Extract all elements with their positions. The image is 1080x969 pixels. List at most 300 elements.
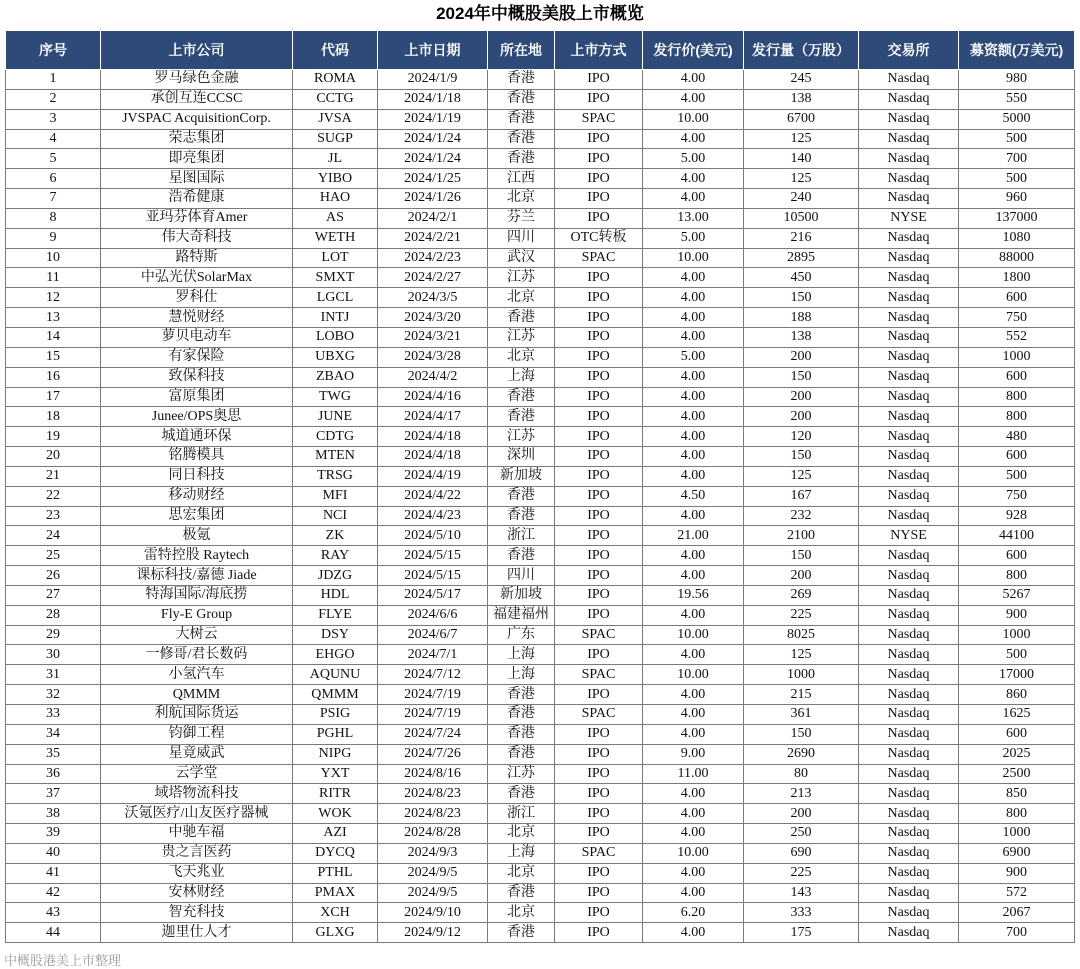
table-cell: 150 (744, 546, 859, 566)
table-cell: 江苏 (488, 427, 555, 447)
table-cell: 1080 (959, 228, 1075, 248)
table-cell: Junee/OPS奥思 (101, 407, 293, 427)
table-cell: 4.00 (643, 605, 744, 625)
table-cell: 4.00 (643, 288, 744, 308)
table-cell: 4.00 (643, 129, 744, 149)
table-cell: IPO (555, 546, 643, 566)
table-cell: NYSE (859, 208, 959, 228)
table-row (6, 327, 1075, 347)
table-row (6, 447, 1075, 467)
table-cell: 213 (744, 784, 859, 804)
table-cell: 北京 (488, 903, 555, 923)
table-cell: Nasdaq (859, 129, 959, 149)
table-cell: 星图国际 (101, 169, 293, 189)
table-cell: 沃氪医疗/山友医疗器械 (101, 804, 293, 824)
table-cell: 4.00 (643, 645, 744, 665)
table-cell: 17000 (959, 665, 1075, 685)
table-cell: 10.00 (643, 248, 744, 268)
table-cell: JVSPAC AcquisitionCorp. (101, 109, 293, 129)
table-cell: 2024/2/21 (378, 228, 488, 248)
table-cell: 江苏 (488, 764, 555, 784)
table-cell: IPO (555, 208, 643, 228)
table-cell: 750 (959, 486, 1075, 506)
table-cell: 120 (744, 427, 859, 447)
table-cell: NYSE (859, 526, 959, 546)
table-cell: 2024/8/23 (378, 804, 488, 824)
table-cell: 600 (959, 724, 1075, 744)
table-cell: IPO (555, 288, 643, 308)
table-row (6, 466, 1075, 486)
table-cell: 大树云 (101, 625, 293, 645)
table-cell: PTHL (293, 863, 378, 883)
table-cell: 域塔物流科技 (101, 784, 293, 804)
table-row (6, 208, 1075, 228)
table-cell: 2024/7/19 (378, 705, 488, 725)
table-cell: 215 (744, 685, 859, 705)
table-cell: 29 (6, 625, 101, 645)
table-cell: 香港 (488, 744, 555, 764)
table-cell: JVSA (293, 109, 378, 129)
table-cell: Nasdaq (859, 923, 959, 943)
table-cell: LOT (293, 248, 378, 268)
table-cell: 2024/5/15 (378, 546, 488, 566)
table-cell: 1000 (959, 625, 1075, 645)
table-cell: YIBO (293, 169, 378, 189)
table-cell: 200 (744, 387, 859, 407)
table-cell: 200 (744, 566, 859, 586)
table-cell: 137000 (959, 208, 1075, 228)
table-cell: 5.00 (643, 149, 744, 169)
table-cell: 225 (744, 863, 859, 883)
table-cell: MTEN (293, 447, 378, 467)
table-cell: 1000 (744, 665, 859, 685)
column-header: 上市日期 (378, 31, 488, 70)
table-cell: 云学堂 (101, 764, 293, 784)
table-cell: 4.00 (643, 724, 744, 744)
table-cell: 香港 (488, 923, 555, 943)
table-cell: 2024/9/3 (378, 843, 488, 863)
table-cell: 特海国际/海底捞 (101, 585, 293, 605)
table-cell: 2024/5/15 (378, 566, 488, 586)
table-cell: 香港 (488, 506, 555, 526)
table-cell: Nasdaq (859, 427, 959, 447)
table-cell: IPO (555, 70, 643, 90)
table-cell: 2024/4/18 (378, 427, 488, 447)
table-cell: 800 (959, 566, 1075, 586)
table-cell: 上海 (488, 665, 555, 685)
table-cell: 552 (959, 327, 1075, 347)
table-cell: Nasdaq (859, 784, 959, 804)
table-cell: IPO (555, 863, 643, 883)
table-row (6, 248, 1075, 268)
table-cell: 240 (744, 189, 859, 209)
table-cell: 4.00 (643, 189, 744, 209)
table-cell: 600 (959, 367, 1075, 387)
table-cell: 38 (6, 804, 101, 824)
table-cell: 4.00 (643, 923, 744, 943)
table-cell: 39 (6, 824, 101, 844)
table-cell: IPO (555, 347, 643, 367)
table-cell: 2024/7/19 (378, 685, 488, 705)
table-cell: SPAC (555, 843, 643, 863)
table-cell: 42 (6, 883, 101, 903)
table-cell: 200 (744, 804, 859, 824)
table-cell: 4.00 (643, 784, 744, 804)
table-cell: 4.00 (643, 566, 744, 586)
table-cell: 35 (6, 744, 101, 764)
table-cell: IPO (555, 804, 643, 824)
table-cell: 900 (959, 863, 1075, 883)
table-cell: 4.00 (643, 308, 744, 328)
table-cell: Nasdaq (859, 724, 959, 744)
table-cell: IPO (555, 89, 643, 109)
column-header: 所在地 (488, 31, 555, 70)
table-cell: 10.00 (643, 625, 744, 645)
table-cell: 香港 (488, 308, 555, 328)
table-cell: 铭腾模具 (101, 447, 293, 467)
table-cell: 4.00 (643, 824, 744, 844)
table-cell: 承创互连CCSC (101, 89, 293, 109)
table-cell: 极氪 (101, 526, 293, 546)
table-cell: Nasdaq (859, 685, 959, 705)
table-cell: 利航国际货运 (101, 705, 293, 725)
table-cell: 200 (744, 407, 859, 427)
column-header: 募资额(万美元) (959, 31, 1075, 70)
table-cell: 9 (6, 228, 101, 248)
table-cell: IPO (555, 466, 643, 486)
table-row (6, 824, 1075, 844)
table-cell: SPAC (555, 705, 643, 725)
table-cell: Nasdaq (859, 506, 959, 526)
table-cell: 思宏集团 (101, 506, 293, 526)
table-cell: 18 (6, 407, 101, 427)
table-cell: 1000 (959, 347, 1075, 367)
table-cell: IPO (555, 387, 643, 407)
table-cell: 12 (6, 288, 101, 308)
table-cell: 新加坡 (488, 466, 555, 486)
table-cell: 11.00 (643, 764, 744, 784)
table-cell: 2024/1/25 (378, 169, 488, 189)
table-cell: 125 (744, 169, 859, 189)
table-cell: 星竟威武 (101, 744, 293, 764)
table-cell: AQUNU (293, 665, 378, 685)
table-cell: Nasdaq (859, 248, 959, 268)
table-cell: 2024/7/1 (378, 645, 488, 665)
table-cell: 江西 (488, 169, 555, 189)
table-cell: IPO (555, 129, 643, 149)
table-cell: RAY (293, 546, 378, 566)
table-cell: 13 (6, 308, 101, 328)
table-cell: 5267 (959, 585, 1075, 605)
table-row (6, 923, 1075, 943)
table-cell: RITR (293, 784, 378, 804)
table-cell: 928 (959, 506, 1075, 526)
table-cell: Nasdaq (859, 863, 959, 883)
table-cell: 香港 (488, 685, 555, 705)
table-cell: PMAX (293, 883, 378, 903)
table-cell: Nasdaq (859, 70, 959, 90)
table-cell: 150 (744, 447, 859, 467)
table-cell: XCH (293, 903, 378, 923)
table-cell: 5.00 (643, 228, 744, 248)
table-cell: 4.00 (643, 506, 744, 526)
table-cell: IPO (555, 308, 643, 328)
table-cell: 香港 (488, 149, 555, 169)
table-cell: 课标科技/嘉德 Jiade (101, 566, 293, 586)
table-cell: 1 (6, 70, 101, 90)
table-cell: GLXG (293, 923, 378, 943)
table-cell: 小氢汽车 (101, 665, 293, 685)
table-cell: 4.00 (643, 367, 744, 387)
table-cell: IPO (555, 903, 643, 923)
table-cell: SPAC (555, 109, 643, 129)
table-cell: 36 (6, 764, 101, 784)
table-cell: CDTG (293, 427, 378, 447)
table-cell: 2100 (744, 526, 859, 546)
table-cell: 4.00 (643, 466, 744, 486)
table-cell: NIPG (293, 744, 378, 764)
table-cell: 500 (959, 466, 1075, 486)
table-row (6, 605, 1075, 625)
table-cell: 有家保险 (101, 347, 293, 367)
table-cell: 41 (6, 863, 101, 883)
table-cell: 伟大奇科技 (101, 228, 293, 248)
table-cell: 21 (6, 466, 101, 486)
table-cell: 2067 (959, 903, 1075, 923)
table-cell: 2024/4/23 (378, 506, 488, 526)
table-cell: 罗科仕 (101, 288, 293, 308)
table-cell: PGHL (293, 724, 378, 744)
column-header: 交易所 (859, 31, 959, 70)
table-cell: 900 (959, 605, 1075, 625)
table-cell: 福建福州 (488, 605, 555, 625)
table-row (6, 744, 1075, 764)
table-cell: Nasdaq (859, 288, 959, 308)
table-row (6, 149, 1075, 169)
table-cell: 浩希健康 (101, 189, 293, 209)
table-cell: 450 (744, 268, 859, 288)
footer-note: 中概股港美上市整理 (4, 953, 122, 968)
table-cell: 4.00 (643, 804, 744, 824)
table-cell: 6700 (744, 109, 859, 129)
table-cell: 深圳 (488, 447, 555, 467)
table-row (6, 843, 1075, 863)
table-row (6, 784, 1075, 804)
table-row (6, 347, 1075, 367)
table-cell: 8 (6, 208, 101, 228)
table-cell: 600 (959, 447, 1075, 467)
table-cell: 2024/2/1 (378, 208, 488, 228)
table-cell: 5000 (959, 109, 1075, 129)
table-cell: 香港 (488, 407, 555, 427)
table-cell: 6 (6, 169, 101, 189)
table-cell: 138 (744, 327, 859, 347)
table-cell: Nasdaq (859, 109, 959, 129)
table-cell: 9.00 (643, 744, 744, 764)
table-cell: IPO (555, 923, 643, 943)
table-cell: 800 (959, 387, 1075, 407)
table-row (6, 506, 1075, 526)
table-cell: 250 (744, 824, 859, 844)
table-cell: 2024/4/2 (378, 367, 488, 387)
table-cell: 香港 (488, 486, 555, 506)
table-cell: IPO (555, 447, 643, 467)
table-row (6, 268, 1075, 288)
table-row (6, 427, 1075, 447)
column-header: 发行价(美元) (643, 31, 744, 70)
table-cell: 江苏 (488, 327, 555, 347)
table-cell: 5 (6, 149, 101, 169)
table-cell: IPO (555, 585, 643, 605)
table-cell: 香港 (488, 129, 555, 149)
table-cell: 10500 (744, 208, 859, 228)
table-cell: 2024/4/22 (378, 486, 488, 506)
table-cell: 2024/1/18 (378, 89, 488, 109)
table-cell: 4.00 (643, 447, 744, 467)
table-cell: 同日科技 (101, 466, 293, 486)
table-cell: 4.00 (643, 268, 744, 288)
table-cell: 香港 (488, 89, 555, 109)
table-cell: Nasdaq (859, 804, 959, 824)
table-cell: 2024/8/28 (378, 824, 488, 844)
table-cell: Nasdaq (859, 605, 959, 625)
table-cell: 2500 (959, 764, 1075, 784)
table-cell: 香港 (488, 546, 555, 566)
table-row (6, 665, 1075, 685)
table-cell: 19 (6, 427, 101, 447)
table-cell: WETH (293, 228, 378, 248)
table-cell: 即亮集团 (101, 149, 293, 169)
table-cell: Nasdaq (859, 308, 959, 328)
table-cell: 2024/4/17 (378, 407, 488, 427)
table-row (6, 903, 1075, 923)
table-cell: 4.00 (643, 89, 744, 109)
table-cell: Nasdaq (859, 169, 959, 189)
table-cell: IPO (555, 824, 643, 844)
table-cell: IPO (555, 724, 643, 744)
table-cell: 4.00 (643, 863, 744, 883)
table-cell: JDZG (293, 566, 378, 586)
table-cell: 600 (959, 288, 1075, 308)
table-cell: SMXT (293, 268, 378, 288)
table-cell: 572 (959, 883, 1075, 903)
table-cell: 25 (6, 546, 101, 566)
table-cell: 2024/1/19 (378, 109, 488, 129)
table-cell: IPO (555, 169, 643, 189)
table-cell: LOBO (293, 327, 378, 347)
table-cell: 20 (6, 447, 101, 467)
table-cell: 245 (744, 70, 859, 90)
table-cell: 1625 (959, 705, 1075, 725)
table-cell: 175 (744, 923, 859, 943)
table-cell: 2024/2/27 (378, 268, 488, 288)
table-cell: 200 (744, 347, 859, 367)
table-cell: 安林财经 (101, 883, 293, 903)
table-cell: PSIG (293, 705, 378, 725)
table-cell: 北京 (488, 824, 555, 844)
table-cell: 43 (6, 903, 101, 923)
table-cell: 33 (6, 705, 101, 725)
table-row (6, 585, 1075, 605)
table-cell: 2024/4/18 (378, 447, 488, 467)
table-cell: 750 (959, 308, 1075, 328)
page-title: 2024年中概股美股上市概览 (436, 4, 644, 23)
table-cell: YXT (293, 764, 378, 784)
table-cell: OTC转板 (555, 228, 643, 248)
table-cell: 4 (6, 129, 101, 149)
table-cell: 16 (6, 367, 101, 387)
table-cell: 216 (744, 228, 859, 248)
table-header-row (6, 31, 1075, 70)
table-cell: Fly-E Group (101, 605, 293, 625)
table-cell: 10.00 (643, 665, 744, 685)
table-cell: IPO (555, 883, 643, 903)
table-cell: 500 (959, 169, 1075, 189)
table-cell: 北京 (488, 347, 555, 367)
table-cell: 19.56 (643, 585, 744, 605)
table-cell: EHGO (293, 645, 378, 665)
table-cell: IPO (555, 427, 643, 447)
table-cell: CCTG (293, 89, 378, 109)
table-cell: IPO (555, 526, 643, 546)
table-cell: Nasdaq (859, 824, 959, 844)
table-cell: TWG (293, 387, 378, 407)
table-cell: Nasdaq (859, 585, 959, 605)
table-cell: 700 (959, 149, 1075, 169)
table-cell: 北京 (488, 863, 555, 883)
table-cell: AS (293, 208, 378, 228)
table-cell: IPO (555, 149, 643, 169)
table-cell: 2895 (744, 248, 859, 268)
table-cell: 2025 (959, 744, 1075, 764)
table-cell: 芬兰 (488, 208, 555, 228)
table-cell: NCI (293, 506, 378, 526)
table-cell: 850 (959, 784, 1075, 804)
table-cell: 香港 (488, 784, 555, 804)
table-cell: Nasdaq (859, 883, 959, 903)
table-cell: 1800 (959, 268, 1075, 288)
table-cell: 10 (6, 248, 101, 268)
table-cell: Nasdaq (859, 466, 959, 486)
table-cell: 广东 (488, 625, 555, 645)
table-cell: Nasdaq (859, 903, 959, 923)
table-cell: 荣志集团 (101, 129, 293, 149)
table-cell: IPO (555, 566, 643, 586)
table-cell: IPO (555, 189, 643, 209)
table-row (6, 189, 1075, 209)
table-cell: SUGP (293, 129, 378, 149)
table-cell: 80 (744, 764, 859, 784)
table-cell: 4.50 (643, 486, 744, 506)
table-row (6, 129, 1075, 149)
table-cell: 269 (744, 585, 859, 605)
table-cell: 700 (959, 923, 1075, 943)
table-cell: 一修哥/君长数码 (101, 645, 293, 665)
table-cell: IPO (555, 506, 643, 526)
table-cell: 44 (6, 923, 101, 943)
table-cell: 2024/3/20 (378, 308, 488, 328)
table-cell: IPO (555, 605, 643, 625)
table-cell: 香港 (488, 70, 555, 90)
table-cell: 富原集团 (101, 387, 293, 407)
table-cell: 480 (959, 427, 1075, 447)
table-cell: Nasdaq (859, 447, 959, 467)
table-cell: Nasdaq (859, 268, 959, 288)
table-cell: 225 (744, 605, 859, 625)
table-row (6, 546, 1075, 566)
table-cell: UBXG (293, 347, 378, 367)
table-cell: 1000 (959, 824, 1075, 844)
